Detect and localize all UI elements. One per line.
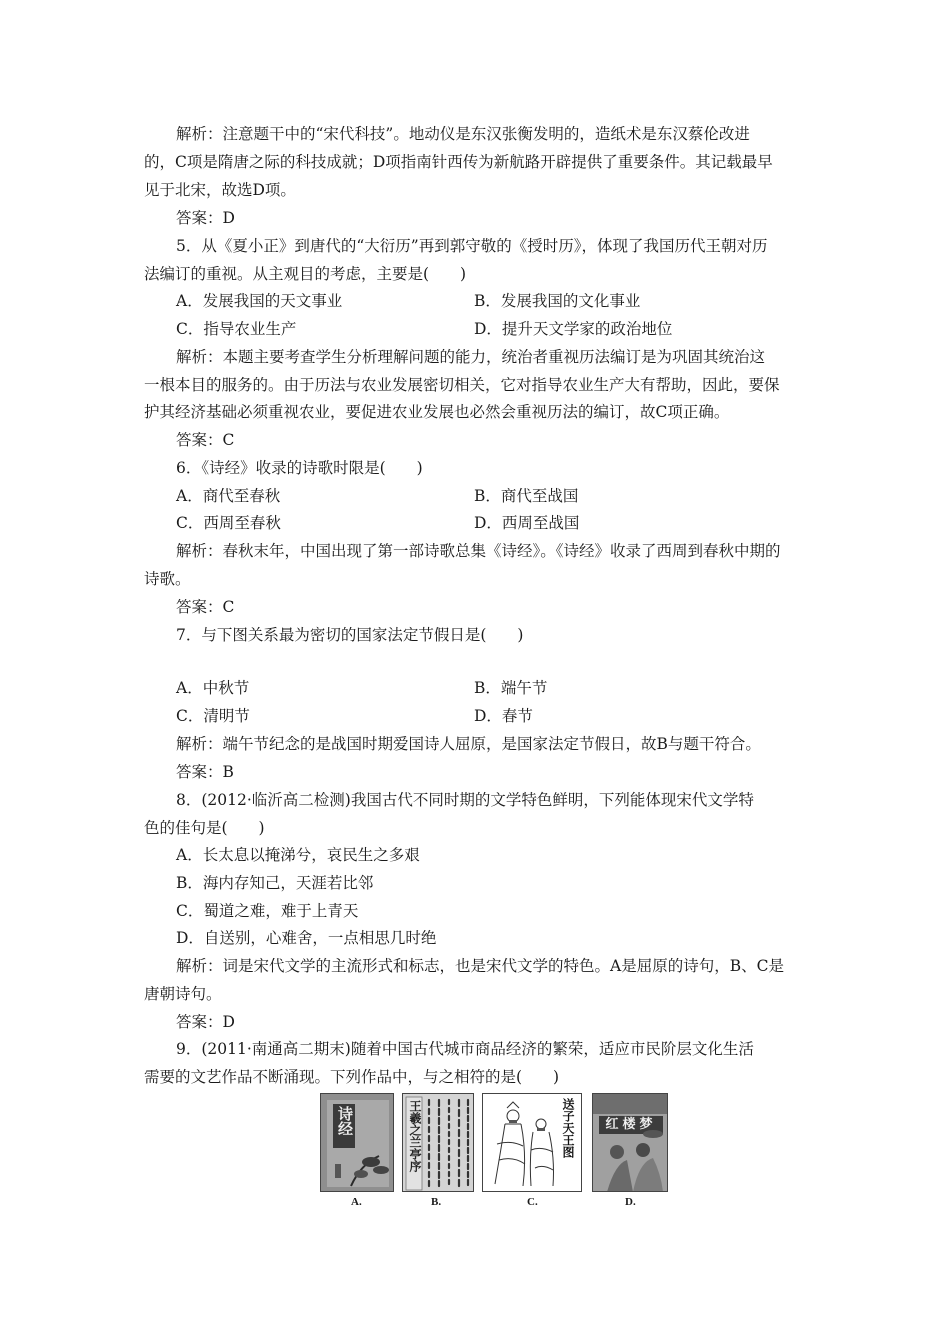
picture-b-title: 王羲之兰亭序 <box>408 1100 422 1172</box>
picture-c-caption: C. <box>527 1196 538 1208</box>
q4-analysis-line-2: 的，C项是隋唐之际的科技成就；D项指南针西传为新航路开辟提供了重要条件。其记载最早 <box>144 153 773 171</box>
q5-option-b: B．发展我国的文化事业 <box>474 292 641 310</box>
q4-answer: 答案：D <box>176 209 235 227</box>
picture-c-title: 送子天王图 <box>561 1098 575 1158</box>
picture-a-shijing-cover <box>320 1093 394 1192</box>
book-cover-illustration <box>321 1094 394 1192</box>
q5-stem-line-1: 5．从《夏小正》到唐代的“大衍历”再到郭守敬的《授时历》，体现了我国历代王朝对历 <box>176 237 768 255</box>
q8-analysis-line-2: 唐朝诗句。 <box>144 985 222 1003</box>
picture-b-caption: B. <box>431 1196 442 1208</box>
novel-cover-illustration <box>593 1094 668 1192</box>
q6-analysis-line-2: 诗歌。 <box>144 570 191 588</box>
picture-a-caption: A. <box>351 1196 362 1208</box>
picture-c-painting <box>482 1093 582 1192</box>
q8-option-a: A．长太息以掩涕兮，哀民生之多艰 <box>176 846 420 864</box>
q8-analysis-line-1: 解析：词是宋代文学的主流形式和标志，也是宋代文学的特色。A是屈原的诗句，B、C是 <box>176 957 784 975</box>
q7-option-a: A．中秋节 <box>176 679 250 697</box>
q8-option-d: D．自送别，心难舍，一点相思几时绝 <box>176 929 437 947</box>
q9-picture-row <box>318 1093 670 1213</box>
q6-stem: 6．《诗经》收录的诗歌时限是( ) <box>176 459 423 477</box>
q5-stem-line-2: 法编订的重视。从主观目的考虑，主要是( ) <box>144 265 467 283</box>
picture-b-calligraphy <box>402 1093 474 1192</box>
picture-d-hongloumeng-cover <box>592 1093 668 1192</box>
q5-analysis-line-1: 解析：本题主要考查学生分析理解问题的能力，统治者重视历法编订是为巩固其统治这 <box>176 348 766 366</box>
q8-option-b: B．海内存知己，天涯若比邻 <box>176 874 374 892</box>
q7-answer: 答案：B <box>176 763 234 781</box>
q6-analysis-line-1: 解析：春秋末年，中国出现了第一部诗歌总集《诗经》。《诗经》收录了西周到春秋中期的 <box>176 542 781 560</box>
q8-option-c: C．蜀道之难，难于上青天 <box>176 902 359 920</box>
q7-analysis: 解析：端午节纪念的是战国时期爱国诗人屈原，是国家法定节假日，故B与题干符合。 <box>176 735 761 753</box>
picture-d-title: 红楼梦 <box>605 1117 657 1132</box>
q5-analysis-line-2: 一根本目的服务的。由于历法与农业发展密切相关，它对指导农业生产大有帮助，因此，要保 <box>144 376 780 394</box>
q7-option-b: B．端午节 <box>474 679 548 697</box>
q9-stem-line-1: 9．(2011·南通高二期末)随着中国古代城市商品经济的繁荣，适应市民阶层文化生活 <box>176 1040 754 1058</box>
q5-analysis-line-3: 护其经济基础必须重视农业，要促进农业发展也必然会重视历法的编订，故C项正确。 <box>144 403 730 421</box>
q6-answer: 答案：C <box>176 598 235 616</box>
picture-d-caption: D. <box>625 1196 636 1208</box>
q4-analysis-line-3: 见于北宋，故选D项。 <box>144 181 296 199</box>
q6-option-b: B．商代至战国 <box>474 487 579 505</box>
q7-stem: 7．与下图关系最为密切的国家法定节假日是( ) <box>176 626 524 644</box>
q5-answer: 答案：C <box>176 431 235 449</box>
q8-stem-line-2: 色的佳句是( ) <box>144 819 265 837</box>
q9-stem-line-2: 需要的文艺作品不断涌现。下列作品中，与之相符的是( ) <box>144 1068 560 1086</box>
q8-answer: 答案：D <box>176 1013 235 1031</box>
q7-option-c: C．清明节 <box>176 707 250 725</box>
q6-option-d: D．西周至战国 <box>474 514 580 532</box>
q8-stem-line-1: 8．(2012·临沂高二检测)我国古代不同时期的文学特色鲜明，下列能体现宋代文学特 <box>176 791 754 809</box>
q7-option-d: D．春节 <box>474 707 533 725</box>
q5-option-c: C．指导农业生产 <box>176 320 297 338</box>
q6-option-c: C．西周至春秋 <box>176 514 281 532</box>
q5-option-a: A．发展我国的天文事业 <box>176 292 343 310</box>
q5-option-d: D．提升天文学家的政治地位 <box>474 320 673 338</box>
picture-a-title: 诗经 <box>336 1106 354 1136</box>
q6-option-a: A．商代至春秋 <box>176 487 281 505</box>
q4-analysis-line-1: 解析：注意题干中的“宋代科技”。地动仪是东汉张衡发明的，造纸术是东汉蔡伦改进 <box>176 125 750 143</box>
